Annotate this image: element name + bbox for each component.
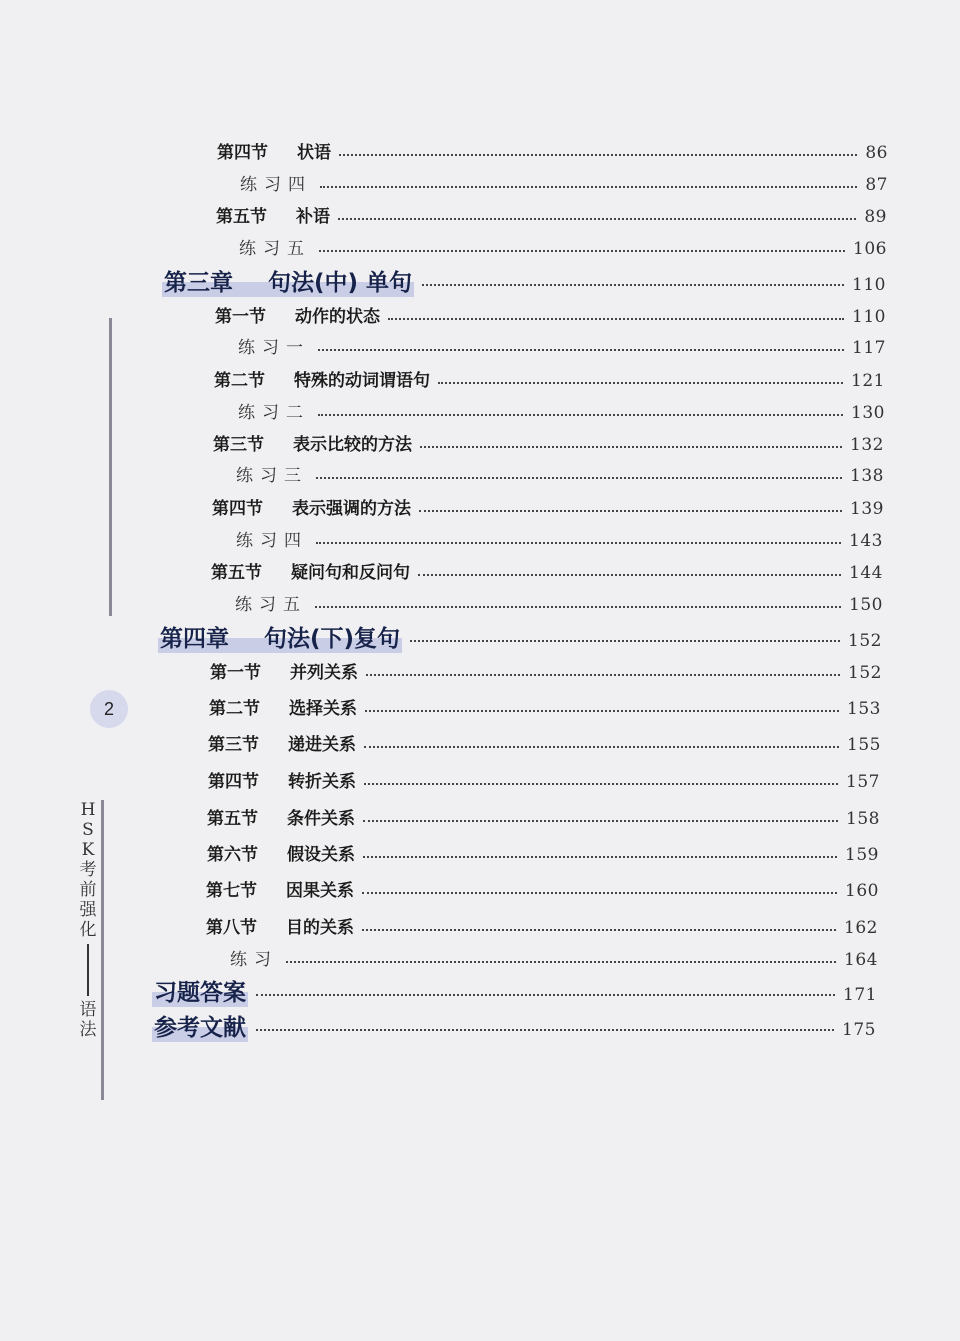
toc-exercise <box>230 945 878 970</box>
toc-number: 第四章 <box>160 626 229 652</box>
toc-section <box>208 767 880 792</box>
toc-page-number: 162 <box>844 918 878 938</box>
toc-exercise <box>238 398 885 423</box>
toc-label <box>208 767 356 792</box>
dot-leader <box>363 856 837 858</box>
toc-section <box>211 558 883 583</box>
toc-chapter <box>152 974 877 1007</box>
toc-number: 第一节 <box>210 663 261 683</box>
dot-leader <box>316 477 842 479</box>
toc-label: 练习五 <box>235 595 307 615</box>
dot-leader <box>319 250 845 252</box>
toc-label <box>152 974 248 1007</box>
toc-page-number: 157 <box>846 772 880 792</box>
toc-label: 练习四 <box>236 531 308 551</box>
toc-label: 练习一 <box>238 338 310 358</box>
toc-title: 句法(下)复句 <box>264 626 401 652</box>
spine-char: K <box>81 840 95 860</box>
toc-page-number: 160 <box>845 881 879 901</box>
toc-chapter <box>158 620 882 653</box>
toc-page-number: 152 <box>848 663 882 683</box>
toc-section <box>217 138 888 163</box>
toc-chapter <box>162 264 886 297</box>
toc-page-number: 175 <box>842 1020 876 1040</box>
side-bar-top <box>109 318 112 616</box>
toc-title: 条件关系 <box>287 809 355 829</box>
toc-page-number: 87 <box>865 175 888 195</box>
dot-leader <box>364 746 839 748</box>
toc-title: 表示强调的方法 <box>292 499 411 519</box>
toc-page-number: 110 <box>852 307 886 327</box>
toc-number: 第二节 <box>209 699 260 719</box>
toc-title: 表示比较的方法 <box>293 435 412 455</box>
toc-page-number: 159 <box>845 845 879 865</box>
toc-page-number: 89 <box>864 207 887 227</box>
spine-char: 强 <box>79 900 97 920</box>
toc-title: 并列关系 <box>290 663 358 683</box>
toc-section <box>214 366 885 391</box>
toc-exercise <box>235 590 883 615</box>
toc-label: 练习五 <box>239 239 311 259</box>
toc-label: 练习四 <box>240 175 312 195</box>
toc-page-number: 139 <box>850 499 884 519</box>
toc-chapter <box>152 1009 876 1042</box>
dot-leader <box>320 186 857 188</box>
dot-leader <box>362 892 837 894</box>
dot-leader <box>316 542 841 544</box>
toc-section <box>206 913 878 938</box>
toc-number: 第四节 <box>212 499 263 519</box>
spine-char: 法 <box>79 1020 97 1040</box>
toc-section <box>215 302 886 327</box>
toc-label <box>211 558 410 583</box>
toc-page-number: 153 <box>847 699 881 719</box>
toc-page-number: 158 <box>846 809 880 829</box>
toc-number: 第一节 <box>215 307 266 327</box>
dot-leader <box>388 318 844 320</box>
toc-title: 参考文献 <box>154 1015 246 1041</box>
page-number: 2 <box>90 690 128 728</box>
toc-title: 动作的状态 <box>295 307 380 327</box>
toc-title: 句法(中) 单句 <box>268 270 413 296</box>
toc-exercise <box>239 234 887 259</box>
dot-leader <box>438 382 843 384</box>
toc-page-number: 171 <box>843 985 877 1005</box>
dot-leader <box>286 961 836 963</box>
toc-title: 状语 <box>297 143 331 163</box>
toc-page-number: 106 <box>853 239 887 259</box>
dot-leader <box>338 218 856 220</box>
toc-number: 第八节 <box>206 918 257 938</box>
toc-page-number: 110 <box>852 275 886 295</box>
toc-section <box>216 202 887 227</box>
toc-section <box>207 804 880 829</box>
toc-title: 特殊的动词谓语句 <box>294 371 430 391</box>
toc-label: 练习二 <box>238 403 310 423</box>
toc-number: 第四节 <box>217 143 268 163</box>
dot-leader <box>419 510 842 512</box>
spine-char: H <box>80 800 96 820</box>
toc-section <box>210 658 882 683</box>
toc-label: 练习三 <box>236 466 308 486</box>
dot-leader <box>366 674 840 676</box>
spine-char: 考 <box>79 860 97 880</box>
toc-label <box>152 1009 248 1042</box>
toc-section <box>208 730 881 755</box>
toc-label <box>206 913 354 938</box>
toc-title: 递进关系 <box>288 735 356 755</box>
toc-section <box>209 694 881 719</box>
toc-label <box>216 202 330 227</box>
toc-page-number: 130 <box>851 403 885 423</box>
toc-page-number: 117 <box>852 338 886 358</box>
toc-label <box>206 876 354 901</box>
spine-text <box>76 800 100 1040</box>
toc-page-number: 86 <box>865 143 888 163</box>
toc-label <box>207 840 355 865</box>
toc-page-number: 144 <box>849 563 883 583</box>
spine-title <box>80 800 97 940</box>
dot-leader <box>363 820 838 822</box>
toc-title: 目的关系 <box>286 918 354 938</box>
toc-label <box>214 366 430 391</box>
toc-section <box>206 876 879 901</box>
toc-exercise <box>240 170 888 195</box>
toc-title: 疑问句和反问句 <box>291 563 410 583</box>
dot-leader <box>339 154 857 156</box>
dot-leader <box>422 284 844 286</box>
dot-leader <box>256 994 835 996</box>
toc-page-number: 132 <box>850 435 884 455</box>
toc-number: 第五节 <box>211 563 262 583</box>
spine-char: 化 <box>79 920 97 940</box>
toc-section <box>212 494 884 519</box>
toc-number: 第五节 <box>216 207 267 227</box>
toc-page-number: 150 <box>849 595 883 615</box>
toc-label <box>158 620 402 653</box>
toc-number: 第七节 <box>206 881 257 901</box>
toc-number: 第二节 <box>214 371 265 391</box>
toc-page-number: 121 <box>851 371 885 391</box>
spine-char: 前 <box>79 880 97 900</box>
toc-page-number: 155 <box>847 735 881 755</box>
dot-leader <box>410 640 840 642</box>
toc-exercise <box>238 333 886 358</box>
toc-label <box>217 138 331 163</box>
toc-title: 转折关系 <box>288 772 356 792</box>
toc-number: 第三节 <box>213 435 264 455</box>
toc-page-number: 152 <box>848 631 882 651</box>
toc-label <box>209 694 357 719</box>
dot-leader <box>318 414 843 416</box>
toc-title: 补语 <box>296 207 330 227</box>
toc-label <box>210 658 358 683</box>
toc-exercise <box>236 526 883 551</box>
toc-section <box>207 840 879 865</box>
toc-page-number: 164 <box>844 950 878 970</box>
side-bar-bottom <box>101 800 104 1100</box>
spine-char: 语 <box>79 1000 97 1020</box>
toc-section <box>213 430 884 455</box>
toc-label <box>212 494 411 519</box>
toc-number: 第六节 <box>207 845 258 865</box>
toc-page-number: 138 <box>850 466 884 486</box>
toc-title: 选择关系 <box>289 699 357 719</box>
dot-leader <box>420 446 842 448</box>
dot-leader <box>256 1029 834 1031</box>
spine-dash <box>87 944 89 996</box>
dot-leader <box>365 710 839 712</box>
dot-leader <box>315 606 841 608</box>
toc-label <box>208 730 356 755</box>
toc-number: 第三节 <box>208 735 259 755</box>
toc-title: 因果关系 <box>286 881 354 901</box>
spine-char: S <box>82 820 94 840</box>
toc-label <box>207 804 355 829</box>
toc-label: 练习 <box>230 950 278 970</box>
toc-label <box>213 430 412 455</box>
spine-subtitle <box>80 1000 97 1040</box>
toc-number: 第五节 <box>207 809 258 829</box>
dot-leader <box>364 783 838 785</box>
toc-number: 第三章 <box>164 270 233 296</box>
toc-label <box>162 264 414 297</box>
dot-leader <box>362 929 836 931</box>
dot-leader <box>418 574 841 576</box>
dot-leader <box>318 349 844 351</box>
toc-exercise <box>236 461 884 486</box>
toc-title: 习题答案 <box>154 980 246 1006</box>
toc-number: 第四节 <box>208 772 259 792</box>
toc-label <box>215 302 380 327</box>
toc-title: 假设关系 <box>287 845 355 865</box>
toc-page-number: 143 <box>849 531 883 551</box>
